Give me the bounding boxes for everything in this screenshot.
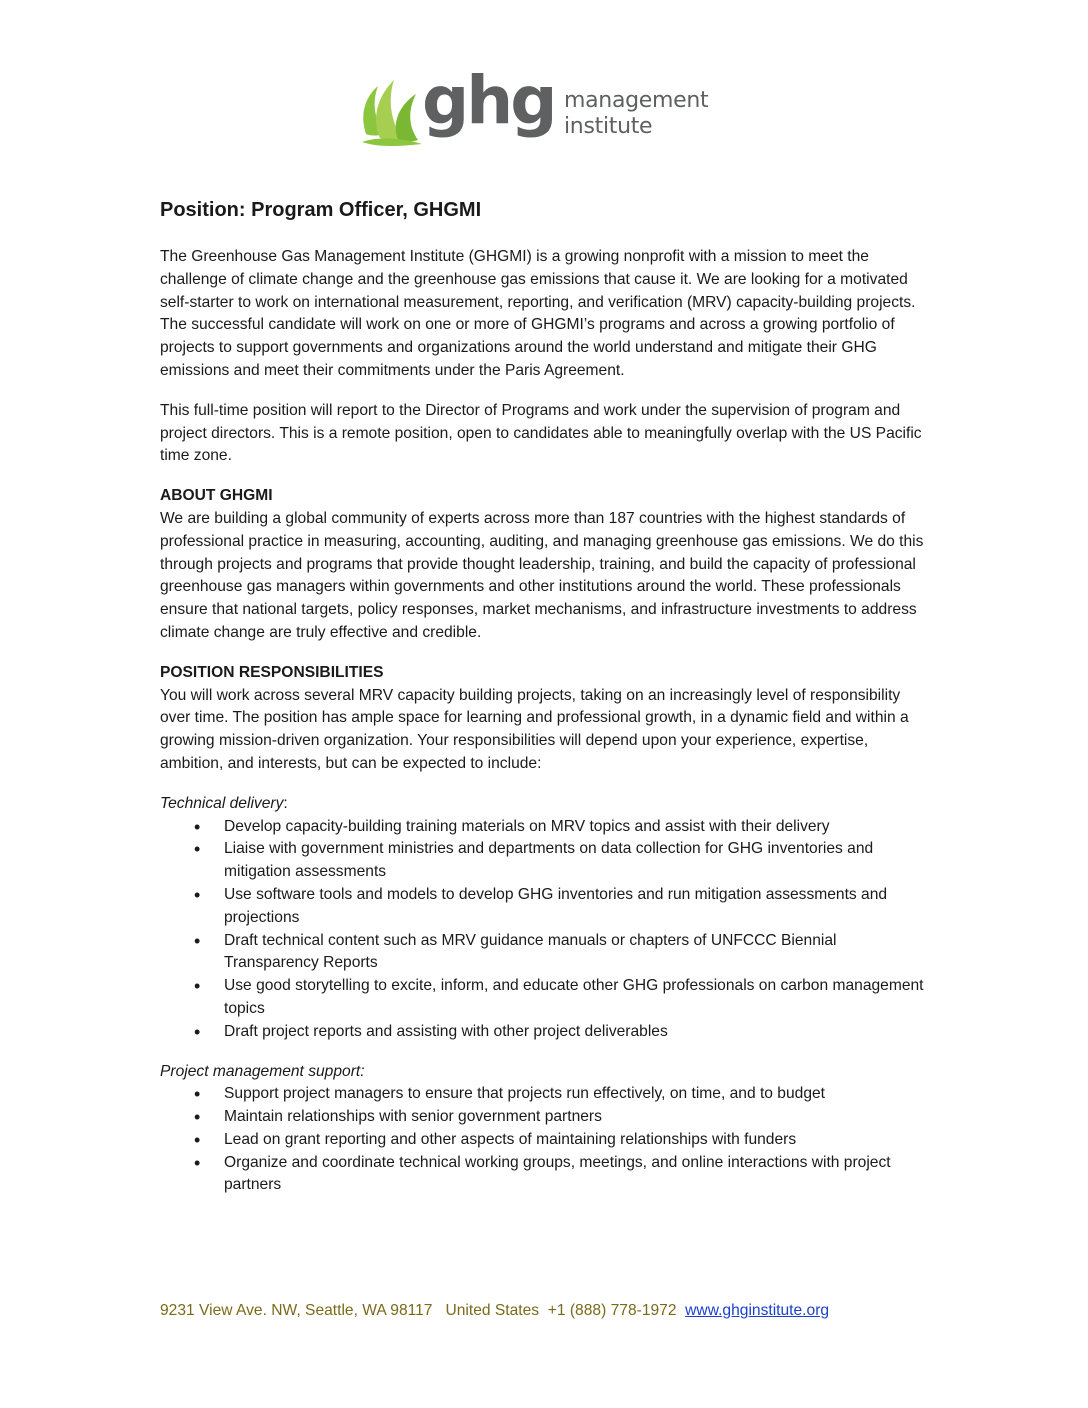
list-item: • Use software tools and models to develop GHG inventories and run mitigation assessments and projections xyxy=(160,884,930,930)
list-item: • Develop capacity-building training materials on MRV topics and assist with their delivery xyxy=(160,816,930,839)
project-management-list xyxy=(160,1083,930,1197)
technical-delivery-label xyxy=(160,793,930,816)
logo-ghg-text: ghg xyxy=(422,62,555,139)
logo-tagline-line1: management xyxy=(564,88,709,113)
responsibilities-section xyxy=(160,662,930,776)
logo-tagline xyxy=(564,88,708,140)
technical-delivery-list xyxy=(160,816,930,1044)
list-item: • Use good storytelling to excite, inform, and educate other GHG professionals on carbon management topics xyxy=(160,975,930,1021)
responsibilities-heading: POSITION RESPONSIBILITIES xyxy=(160,663,384,681)
technical-delivery-colon: : xyxy=(283,794,288,812)
intro-paragraph-1: The Greenhouse Gas Management Institute (GHGMI) is a growing nonprofit with a mission to meet the challenge of climate change and the greenhouse gas emissions that cause it. We are looking for a motivated self-starter to work on international measurement, reporting, and verification (MRV) capacity-building projects. The successful candidate will work on one or more of GHGMI’s programs and across a growing portfolio of projects to support governments and organizations around the world understand and mitigate their GHG emissions and meet their commitments under the Paris Agreement. xyxy=(160,248,916,379)
list-item: • Organize and coordinate technical working groups, meetings, and online interactions with project partners xyxy=(160,1152,930,1198)
intro-paragraph-2: This full-time position will report to the Director of Programs and work under the supervision of program and project directors. This is a remote position, open to candidates able to meaningfully overlap with the US Pacific time zone. xyxy=(160,401,922,465)
list-item: • Draft project reports and assisting with other project deliverables xyxy=(160,1021,930,1044)
website-link[interactable]: www.ghginstitute.org xyxy=(685,1302,830,1319)
about-section xyxy=(160,485,930,645)
list-item: • Draft technical content such as MRV guidance manuals or chapters of UNFCCC Biennial Transparency Reports xyxy=(160,930,930,976)
main-content xyxy=(160,196,930,1214)
leaf-icon xyxy=(358,76,428,156)
project-management-label: Project management support: xyxy=(160,1062,365,1080)
page-title: Position: Program Officer, GHGMI xyxy=(160,199,482,221)
about-heading: ABOUT GHGMI xyxy=(160,487,273,505)
logo-tagline-line2: institute xyxy=(564,114,653,139)
responsibilities-text: You will work across several MRV capacity building projects, taking on an increasingly level of responsibility over time. The position has ample space for learning and professional growth, in a dynamic field and within a growing mission-driven organization. Your responsibilities will depend upon your experience, expertise, ambition, and interests, but can be expected to include: xyxy=(160,686,909,772)
page-footer xyxy=(160,1302,960,1320)
footer-address: 9231 View Ave. NW, Seattle, WA 98117 United States +1 (888) 778-1972 xyxy=(160,1302,686,1319)
ghgmi-logo xyxy=(358,62,738,156)
technical-delivery-label-text: Technical delivery xyxy=(160,794,284,812)
list-item: • Lead on grant reporting and other aspects of maintaining relationships with funders xyxy=(160,1129,930,1152)
list-item: • Support project managers to ensure that projects run effectively, on time, and to budget xyxy=(160,1083,930,1106)
list-item: • Liaise with government ministries and departments on data collection for GHG inventories and mitigation assessments xyxy=(160,838,930,884)
about-text: We are building a global community of experts across more than 187 countries with the highest standards of professional practice in measuring, accounting, auditing, and managing greenhouse gas emissions. We do this through projects and programs that provide thought leadership, training, and build the capacity of professional greenhouse gas managers within governments and other institutions around the world. These professionals ensure that national targets, policy responses, market mechanisms, and infrastructure investments to address climate change are truly effective and credible. xyxy=(160,509,924,641)
list-item: • Maintain relationships with senior government partners xyxy=(160,1106,930,1129)
